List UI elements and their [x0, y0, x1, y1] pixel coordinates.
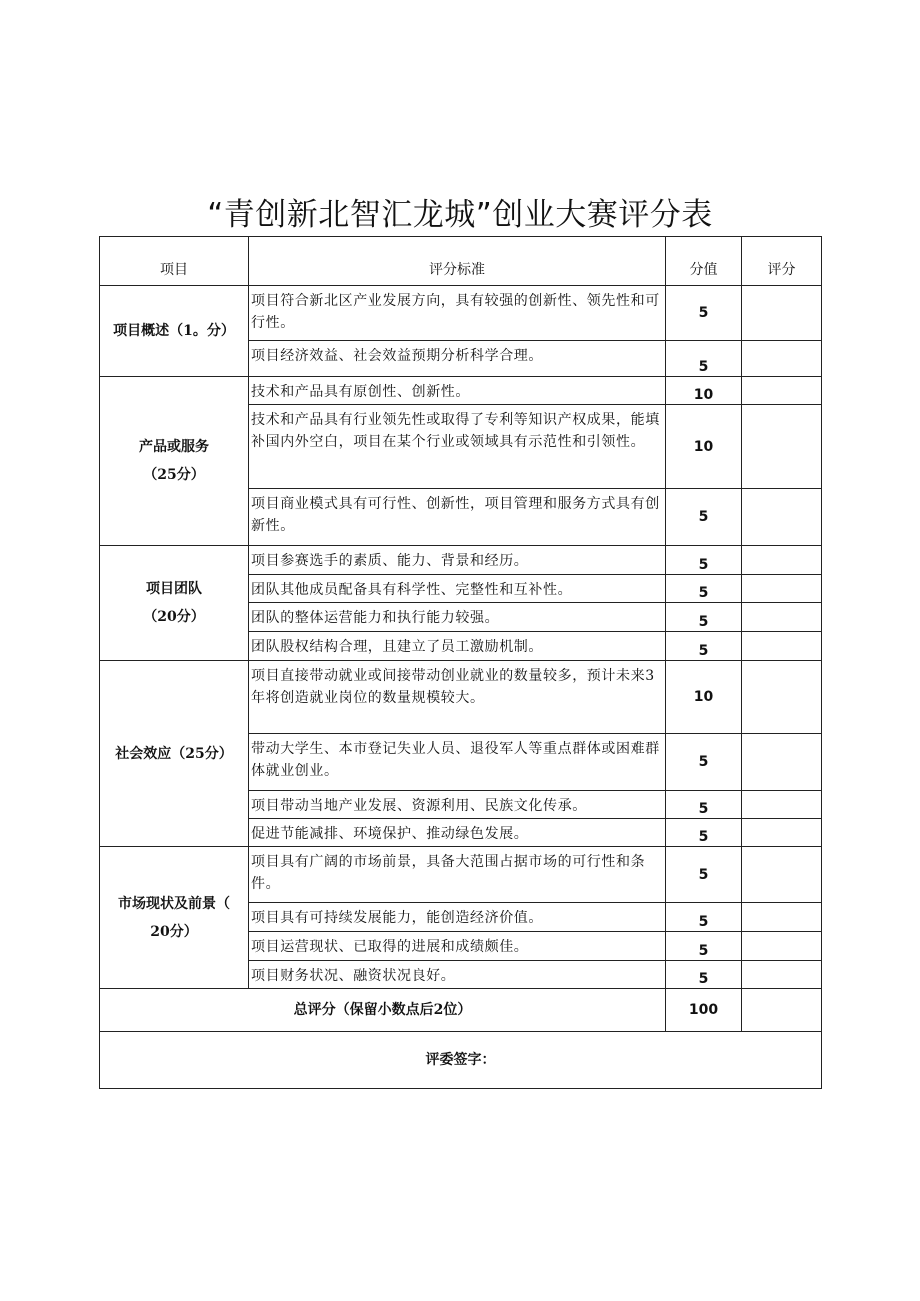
- points-cell: 5: [666, 546, 742, 575]
- header-points: 分值: [666, 237, 742, 286]
- category-market: [100, 847, 249, 989]
- table-row: [100, 286, 822, 341]
- points-cell: 5: [666, 286, 742, 341]
- points-cell: 5: [666, 961, 742, 989]
- category-name-line2: （20分）: [143, 609, 205, 625]
- category-name-line2: （25分）: [143, 467, 205, 483]
- criteria-cell: 项目财务状况、融资状况良好。: [249, 961, 666, 989]
- category-name-line2: 20分）: [150, 923, 198, 940]
- score-input-cell[interactable]: [742, 286, 822, 341]
- signature-label: 评委签字：: [425, 1052, 496, 1068]
- score-input-cell[interactable]: [742, 961, 822, 989]
- criteria-cell: 项目具有可持续发展能力，能创造经济价值。: [249, 903, 666, 932]
- score-input-cell[interactable]: [742, 377, 822, 405]
- category-team: [100, 546, 249, 661]
- points-cell: 5: [666, 819, 742, 847]
- points-cell: 5: [666, 791, 742, 819]
- points-cell: 5: [666, 847, 742, 903]
- header-score: 评分: [742, 237, 822, 286]
- score-input-cell[interactable]: [742, 405, 822, 489]
- category-name: 项目概述（1。分）: [113, 323, 235, 339]
- score-input-cell[interactable]: [742, 903, 822, 932]
- criteria-cell: 带动大学生、本市登记失业人员、退役军人等重点群体或困难群体就业创业。: [249, 734, 666, 791]
- total-label: 总评分（保留小数点后2位）: [100, 989, 666, 1032]
- table-row: [100, 377, 822, 405]
- scoring-table: [99, 236, 822, 1089]
- category-name-line1: 产品或服务: [139, 439, 209, 455]
- total-points: 100: [666, 989, 742, 1032]
- criteria-cell: 团队其他成员配备具有科学性、完整性和互补性。: [249, 575, 666, 603]
- points-cell: 5: [666, 632, 742, 661]
- score-input-cell[interactable]: [742, 847, 822, 903]
- score-input-cell[interactable]: [742, 489, 822, 546]
- criteria-cell: 促进节能减排、环境保护、推动绿色发展。: [249, 819, 666, 847]
- criteria-cell: 项目经济效益、社会效益预期分析科学合理。: [249, 341, 666, 377]
- page-title: “青创新北智汇龙城”创业大赛评分表: [207, 197, 713, 233]
- total-row: [100, 989, 822, 1032]
- category-product-service: [100, 377, 249, 546]
- category-overview: [100, 286, 249, 377]
- header-criteria: 评分标准: [249, 237, 666, 286]
- criteria-cell: 团队的整体运营能力和执行能力较强。: [249, 603, 666, 632]
- category-name-line1: 市场现状及前景（: [118, 895, 230, 912]
- criteria-cell: 技术和产品具有原创性、创新性。: [249, 377, 666, 405]
- points-cell: 5: [666, 932, 742, 961]
- points-cell: 5: [666, 489, 742, 546]
- score-input-cell[interactable]: [742, 603, 822, 632]
- criteria-cell: 项目符合新北区产业发展方向，具有较强的创新性、领先性和可行性。: [249, 286, 666, 341]
- score-input-cell[interactable]: [742, 632, 822, 661]
- score-input-cell[interactable]: [742, 791, 822, 819]
- score-input-cell[interactable]: [742, 734, 822, 791]
- judge-signature-field[interactable]: [100, 1032, 822, 1089]
- points-cell: 10: [666, 405, 742, 489]
- points-cell: 5: [666, 734, 742, 791]
- score-input-cell[interactable]: [742, 575, 822, 603]
- criteria-cell: 项目具有广阔的市场前景，具备大范围占据市场的可行性和条件。: [249, 847, 666, 903]
- table-row: [100, 546, 822, 575]
- header-item: 项目: [100, 237, 249, 286]
- score-input-cell[interactable]: [742, 932, 822, 961]
- criteria-cell: 团队股权结构合理，且建立了员工激励机制。: [249, 632, 666, 661]
- score-input-cell[interactable]: [742, 546, 822, 575]
- criteria-cell: 项目参赛选手的素质、能力、背景和经历。: [249, 546, 666, 575]
- table-header-row: [100, 237, 822, 286]
- criteria-cell: 项目运营现状、已取得的进展和成绩颇佳。: [249, 932, 666, 961]
- points-cell: 5: [666, 603, 742, 632]
- points-cell: 5: [666, 341, 742, 377]
- points-cell: 5: [666, 903, 742, 932]
- criteria-cell: 项目直接带动就业或间接带动创业就业的数量较多，预计未来3年将创造就业岗位的数量规模较大。: [249, 661, 666, 734]
- category-social-effect: [100, 661, 249, 847]
- score-input-cell[interactable]: [742, 341, 822, 377]
- category-name-line1: 项目团队: [146, 581, 202, 597]
- score-input-cell[interactable]: [742, 661, 822, 734]
- criteria-cell: 技术和产品具有行业领先性或取得了专利等知识产权成果，能填补国内外空白，项目在某个行业或领域具有示范性和引领性。: [249, 405, 666, 489]
- table-row: [100, 661, 822, 734]
- points-cell: 5: [666, 575, 742, 603]
- category-name: 社会效应（25分）: [115, 745, 233, 762]
- points-cell: 10: [666, 661, 742, 734]
- score-input-cell[interactable]: [742, 819, 822, 847]
- table-row: [100, 847, 822, 903]
- total-score-input-cell[interactable]: [742, 989, 822, 1032]
- signature-row: [100, 1032, 822, 1089]
- criteria-cell: 项目带动当地产业发展、资源利用、民族文化传承。: [249, 791, 666, 819]
- points-cell: 10: [666, 377, 742, 405]
- criteria-cell: 项目商业模式具有可行性、创新性，项目管理和服务方式具有创新性。: [249, 489, 666, 546]
